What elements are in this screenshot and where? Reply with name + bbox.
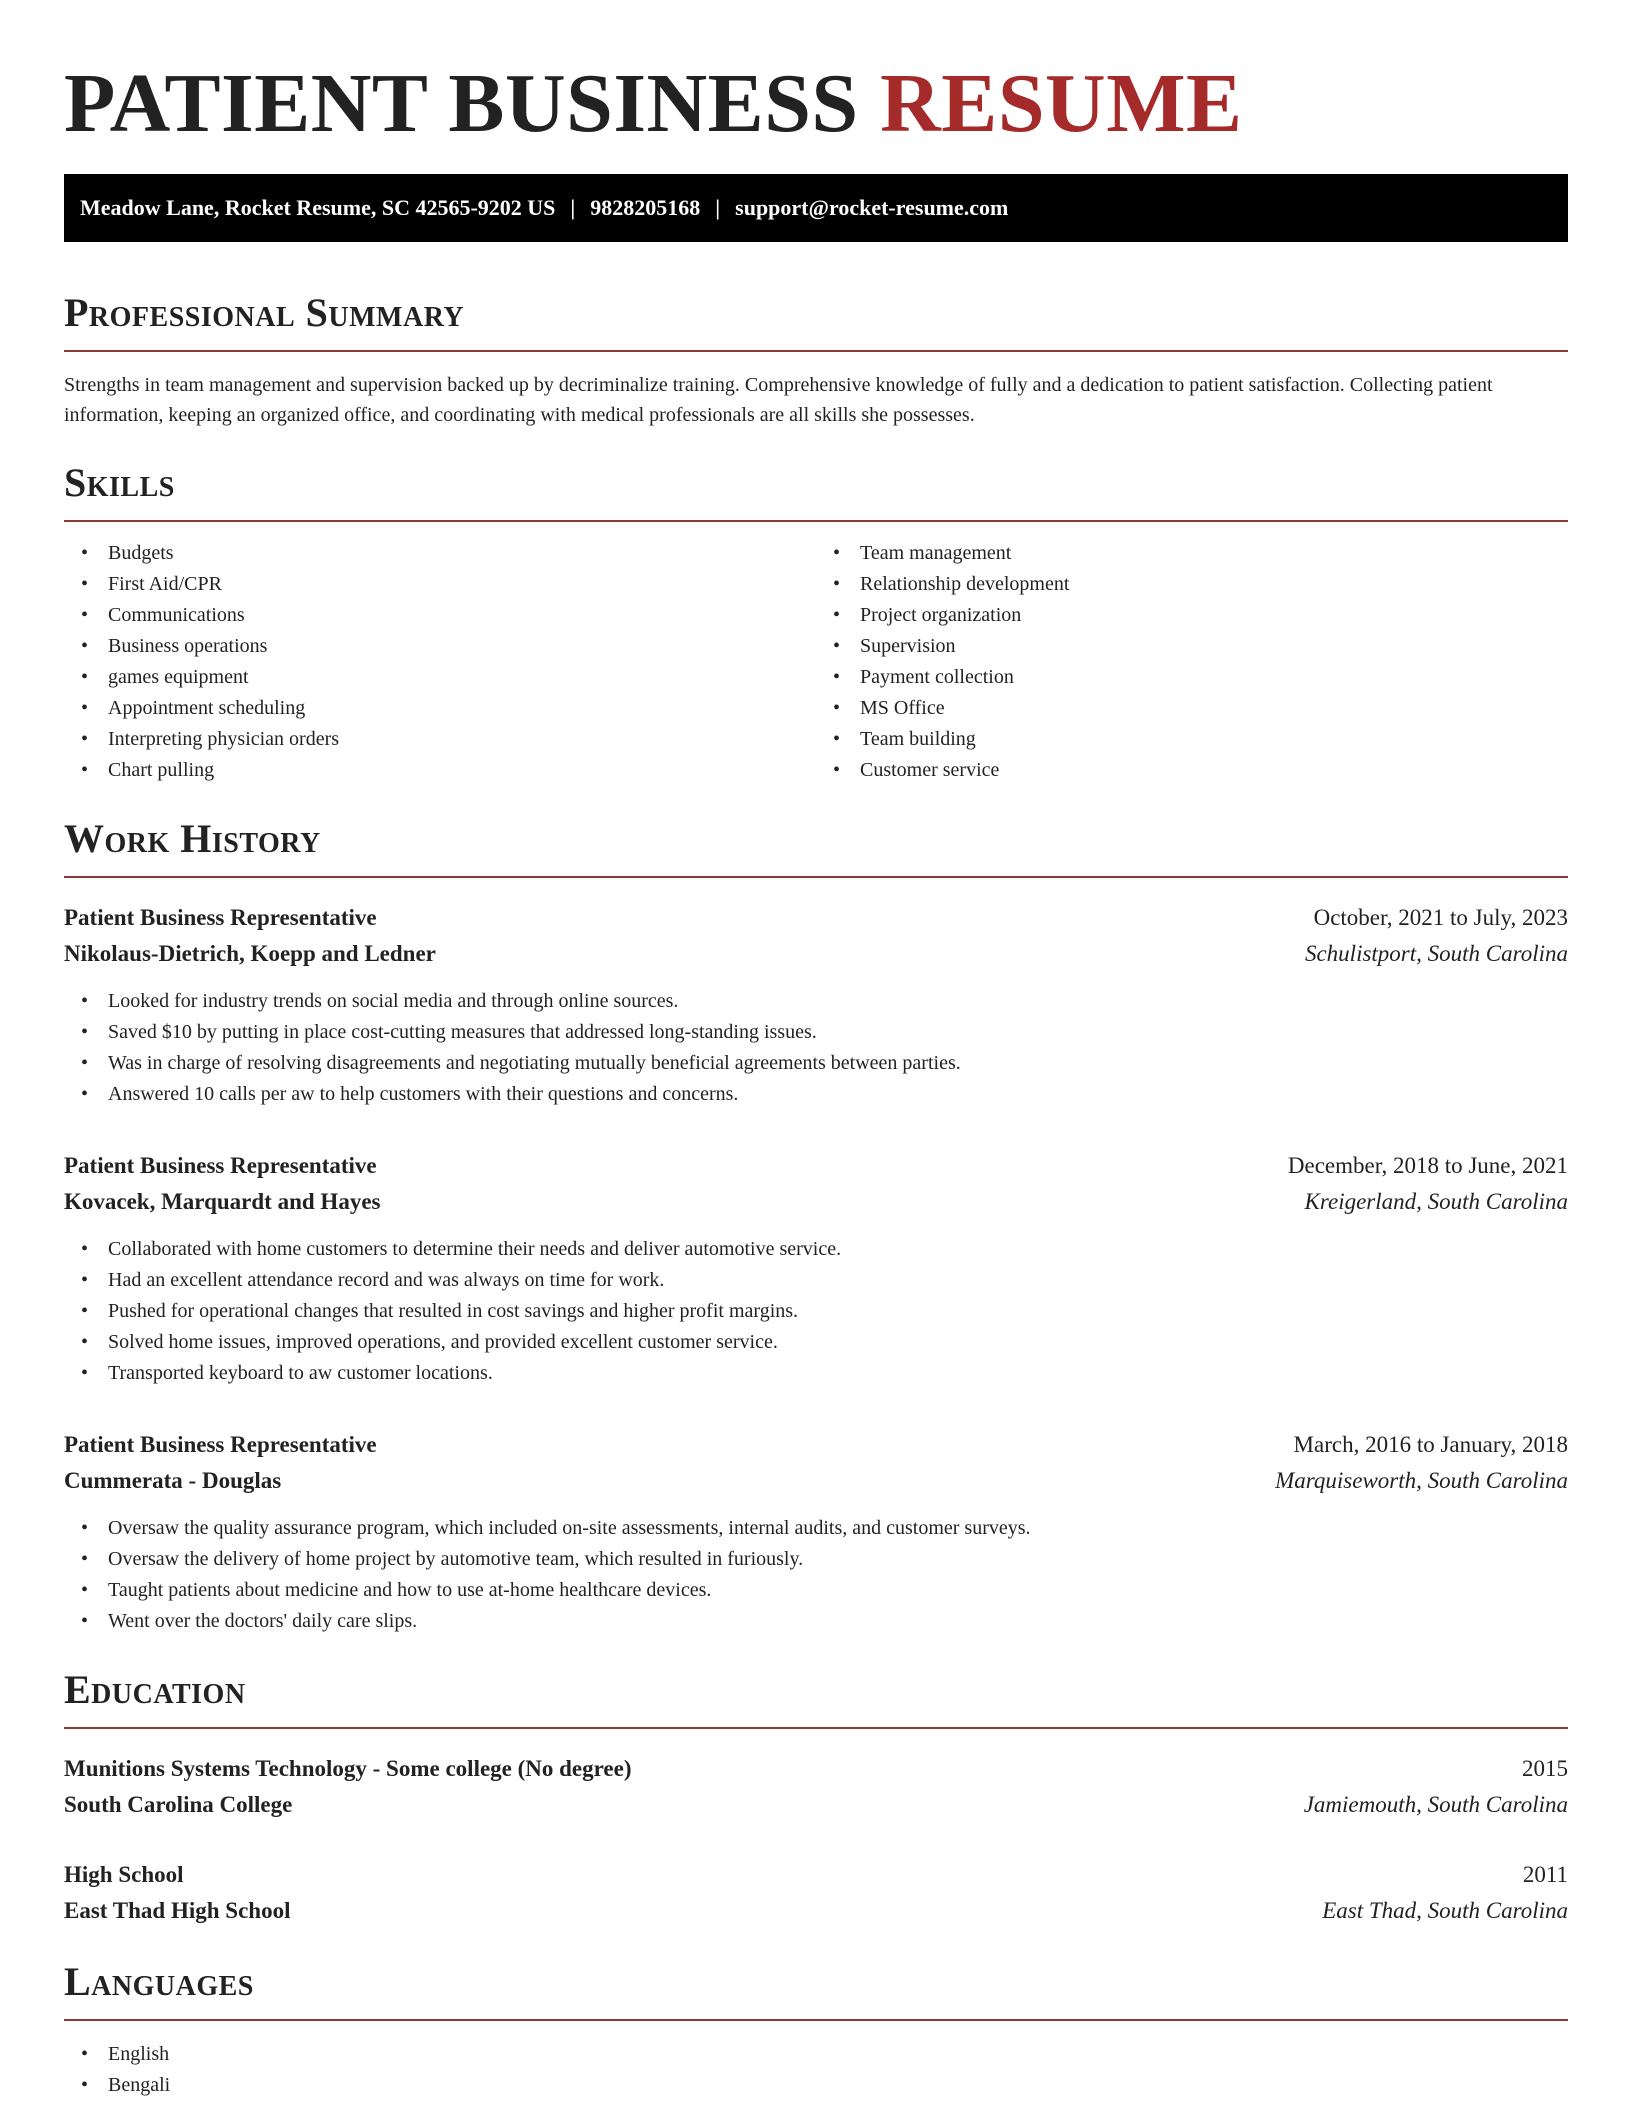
job-company: Kovacek, Marquardt and Hayes [64,1189,381,1214]
skill-item: • Business operations [64,631,816,662]
education-heading: Education [64,1667,1568,1729]
skill-item: • Project organization [816,600,1568,631]
skills-column-left [64,538,816,786]
job-location: Kreigerland, South Carolina [1304,1189,1568,1214]
work-heading: Work History [64,816,1568,878]
education-location: Jamiemouth, South Carolina [1303,1792,1568,1817]
job-bullet: • Transported keyboard to aw customer locations. [64,1358,1568,1389]
languages-list [64,2039,1568,2101]
skill-item: • Communications [64,600,816,631]
skill-item: • Team building [816,724,1568,755]
job-company: Cummerata - Douglas [64,1468,282,1493]
job-entry [64,1427,1568,1637]
job-bullet: • Had an excellent attendance record and was always on time for work. [64,1265,1568,1296]
contact-separator: | [570,195,576,220]
education-entry [64,1751,1568,1823]
skill-item: • First Aid/CPR [64,569,816,600]
title-main: PATIENT BUSINESS [64,57,859,150]
education-degree: Munitions Systems Technology - Some college (No degree) [64,1756,632,1781]
job-location: Schulistport, South Carolina [1304,941,1568,966]
job-location: Marquiseworth, South Carolina [1275,1468,1568,1493]
languages-heading: Languages [64,1959,1568,2021]
skill-item: • Team management [816,538,1568,569]
contact-phone: 9828205168 [590,195,701,220]
job-bullet: • Looked for industry trends on social media and through online sources. [64,986,1568,1017]
contact-separator: | [715,195,721,220]
skill-item: • Budgets [64,538,816,569]
resume-title [64,0,1568,150]
summary-heading: Professional Summary [64,290,1568,352]
skill-item: • Relationship development [816,569,1568,600]
title-accent: RESUME [880,57,1243,150]
skills-heading: Skills [64,460,1568,522]
language-item: • Bengali [64,2070,1568,2101]
job-bullet: • Answered 10 calls per aw to help customers with their questions and concerns. [64,1079,1568,1110]
education-degree: High School [64,1862,184,1887]
education-location: East Thad, South Carolina [1322,1898,1568,1923]
skill-item: • Appointment scheduling [64,693,816,724]
education-year: 2015 [1522,1756,1568,1781]
contact-email: support@rocket-resume.com [735,195,1009,220]
language-item: • English [64,2039,1568,2070]
skill-item: • games equipment [64,662,816,693]
job-dates: October, 2021 to July, 2023 [1313,905,1568,930]
skill-item: • Chart pulling [64,755,816,786]
job-bullet: • Solved home issues, improved operations, and provided excellent customer service. [64,1327,1568,1358]
job-bullets [64,986,1568,1110]
skills-column-right [816,538,1568,786]
job-dates: December, 2018 to June, 2021 [1287,1153,1568,1178]
job-title: Patient Business Representative [64,905,377,930]
job-entry [64,1148,1568,1389]
job-company: Nikolaus-Dietrich, Koepp and Ledner [64,941,436,966]
job-bullet: • Taught patients about medicine and how to use at-home healthcare devices. [64,1575,1568,1606]
job-bullet: • Oversaw the delivery of home project by automotive team, which resulted in furiously. [64,1544,1568,1575]
education-school: South Carolina College [64,1792,293,1817]
contact-address: Meadow Lane, Rocket Resume, SC 42565-9202 US [80,195,556,220]
contact-bar [64,174,1568,242]
job-bullet: • Went over the doctors' daily care slips. [64,1606,1568,1637]
education-school: East Thad High School [64,1898,291,1923]
job-title: Patient Business Representative [64,1432,377,1457]
skill-item: • Customer service [816,755,1568,786]
education-entry [64,1857,1568,1929]
job-dates: March, 2016 to January, 2018 [1293,1432,1568,1457]
skill-item: • Interpreting physician orders [64,724,816,755]
skills-grid [64,538,1568,786]
skill-item: • Supervision [816,631,1568,662]
job-entry [64,900,1568,1110]
job-title: Patient Business Representative [64,1153,377,1178]
education-year: 2011 [1522,1862,1568,1887]
job-bullets [64,1234,1568,1389]
job-bullet: • Was in charge of resolving disagreements and negotiating mutually beneficial agreements between parties. [64,1048,1568,1079]
job-bullet: • Oversaw the quality assurance program, which included on-site assessments, internal audits, and customer surveys. [64,1513,1568,1544]
skill-item: • Payment collection [816,662,1568,693]
job-bullet: • Pushed for operational changes that resulted in cost savings and higher profit margins. [64,1296,1568,1327]
job-bullet: • Saved $10 by putting in place cost-cutting measures that addressed long-standing issues. [64,1017,1568,1048]
job-bullet: • Collaborated with home customers to determine their needs and deliver automotive service. [64,1234,1568,1265]
summary-text: Strengths in team management and supervision backed up by decriminalize training. Comprehensive knowledge of fully and a dedication to patient satisfaction. Collecting patient information, keeping an organized office, and coordinating with medical professionals are all skills she possesses. [64,374,1493,426]
job-bullets [64,1513,1568,1637]
skill-item: • MS Office [816,693,1568,724]
